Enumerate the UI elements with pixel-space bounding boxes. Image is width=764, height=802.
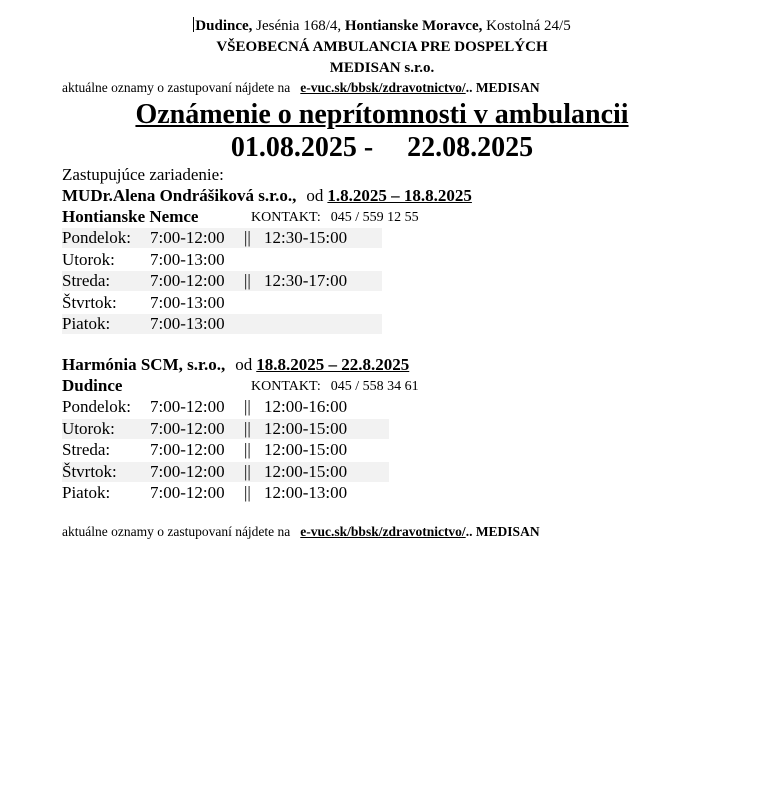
provider-od: od xyxy=(235,355,253,374)
schedule-day: Streda: xyxy=(62,271,111,290)
schedule-separator: || xyxy=(244,461,251,481)
schedule-am: 7:00-12:00 xyxy=(150,461,225,481)
substitute-label: Zastupujúce zariadenie: xyxy=(62,165,224,184)
schedule-separator: || xyxy=(244,228,251,247)
provider-range: 18.8.2025 – 22.8.2025 xyxy=(256,355,410,374)
date-from: 01.08.2025 - xyxy=(230,132,374,163)
schedule-am: 7:00-13:00 xyxy=(150,314,225,333)
header-place-2: Hontianske Moravce, xyxy=(344,18,483,34)
schedule-day: Pondelok: xyxy=(62,397,131,416)
schedule-pm: 12:30-17:00 xyxy=(264,271,348,290)
header-address-1: Jesénia 168/4, xyxy=(252,18,345,34)
contact-label: KONTAKT: xyxy=(251,210,321,225)
provider-name: MUDr.Alena Ondrášiková s.r.o., xyxy=(62,186,297,205)
contact-label: KONTAKT: xyxy=(251,379,321,394)
schedule-am: 7:00-12:00 xyxy=(150,397,225,416)
schedule-day: Piatok: xyxy=(62,314,111,333)
schedule-separator: || xyxy=(244,397,251,416)
schedule-day: Štvrtok: xyxy=(62,461,117,481)
notice-bottom xyxy=(62,523,540,540)
header-address-line xyxy=(0,17,764,36)
schedule-am: 7:00-12:00 xyxy=(150,440,225,459)
schedule-day: Utorok: xyxy=(62,418,115,438)
schedule-am: 7:00-12:00 xyxy=(150,271,225,290)
schedule-day: Streda: xyxy=(62,440,111,459)
schedule-pm: 12:00-15:00 xyxy=(264,440,348,459)
absence-dates xyxy=(0,132,764,164)
schedule-separator: || xyxy=(244,483,251,502)
provider-2-heading xyxy=(62,354,409,375)
header-place-1: Dudince, xyxy=(195,18,253,34)
schedule-am: 7:00-13:00 xyxy=(150,249,225,269)
date-to: 22.08.2025 xyxy=(407,132,534,163)
schedule-am: 7:00-12:00 xyxy=(150,418,225,438)
notice-link[interactable]: e-vuc.sk/bbsk/zdravotnictvo/ xyxy=(300,524,466,539)
schedule-day: Piatok: xyxy=(62,483,111,502)
schedule-day: Štvrtok: xyxy=(62,292,117,312)
header-company: MEDISAN s.r.o. xyxy=(329,60,435,76)
schedule-separator: || xyxy=(244,440,251,459)
schedule-separator: || xyxy=(244,418,251,438)
schedule-separator: || xyxy=(244,271,251,290)
schedule-day: Pondelok: xyxy=(62,228,131,247)
contact-number: 045 / 558 34 61 xyxy=(330,379,419,394)
notice-text: aktuálne oznamy o zastupovaní nájdete na xyxy=(62,524,291,539)
notice-suffix: .. MEDISAN xyxy=(465,80,540,95)
schedule-day: Utorok: xyxy=(62,249,115,269)
schedule-am: 7:00-12:00 xyxy=(150,228,225,247)
provider-range: 1.8.2025 – 18.8.2025 xyxy=(327,186,472,205)
schedule-pm: 12:00-16:00 xyxy=(264,397,348,416)
provider-od: od xyxy=(306,186,324,205)
notice-link[interactable]: e-vuc.sk/bbsk/zdravotnictvo/ xyxy=(300,80,466,95)
page-title: Oznámenie o neprítomnosti v ambulancii xyxy=(135,99,629,130)
header-department: VŠEOBECNÁ AMBULANCIA PRE DOSPELÝCH xyxy=(216,39,548,55)
notice-text: aktuálne oznamy o zastupovaní nájdete na xyxy=(62,80,291,95)
provider-1-location: Hontianske Nemce xyxy=(62,207,199,226)
schedule-pm: 12:00-13:00 xyxy=(264,483,348,502)
notice-suffix: .. MEDISAN xyxy=(465,524,540,539)
header-address-2: Kostolná 24/5 xyxy=(482,18,571,34)
provider-name: Harmónia SCM, s.r.o., xyxy=(62,355,226,374)
provider-2-location: Dudince xyxy=(62,376,123,395)
provider-1-contact xyxy=(251,207,419,228)
notice-top xyxy=(62,79,540,96)
schedule-pm: 12:30-15:00 xyxy=(264,228,348,247)
schedule-pm: 12:00-15:00 xyxy=(264,418,348,438)
schedule-am: 7:00-12:00 xyxy=(150,483,225,502)
schedule-am: 7:00-13:00 xyxy=(150,292,225,312)
contact-number: 045 / 559 12 55 xyxy=(330,210,419,225)
provider-2-contact xyxy=(251,376,419,397)
provider-1-heading xyxy=(62,185,472,206)
schedule-pm: 12:00-15:00 xyxy=(264,461,348,481)
